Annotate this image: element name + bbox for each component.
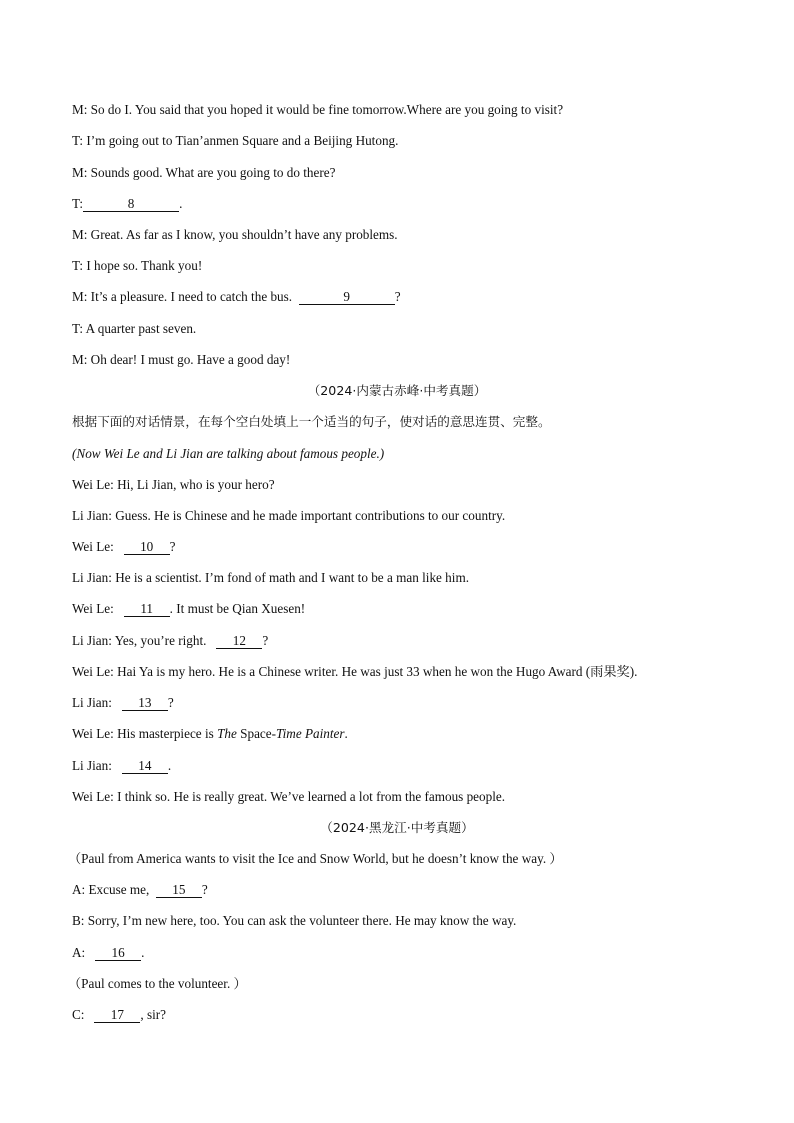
book-title: Space- bbox=[236, 726, 277, 741]
answer-blank-13[interactable]: 13 bbox=[122, 695, 168, 711]
dialogue-line-blank-9 bbox=[72, 288, 724, 306]
dialogue-line-blank-17 bbox=[72, 1006, 724, 1024]
dialogue-line: Li Jian: Guess. He is Chinese and he made important contributions to our country. bbox=[72, 508, 506, 523]
source-label: （2024·内蒙古赤峰·中考真题） bbox=[307, 383, 487, 398]
dialogue-line: Wei Le: I think so. He is really great. We’ve learned a lot from the famous people. bbox=[72, 789, 506, 804]
context-text: （Paul from America wants to visit the Ice and Snow World, but he doesn’t know the way. ） bbox=[68, 851, 563, 866]
dialogue-line-blank-10 bbox=[72, 538, 724, 556]
speaker-label: Li Jian: bbox=[72, 695, 112, 710]
answer-blank-17[interactable]: 17 bbox=[94, 1007, 140, 1023]
dialogue-line-blank-13 bbox=[72, 694, 724, 712]
dialogue-line: M: Sounds good. What are you going to do there? bbox=[72, 165, 336, 180]
punctuation: ? bbox=[167, 695, 174, 710]
answer-blank-9[interactable]: 9 bbox=[299, 289, 395, 305]
punctuation: . bbox=[179, 196, 183, 211]
answer-blank-16[interactable]: 16 bbox=[95, 945, 141, 961]
speaker-label: Li Jian: bbox=[72, 758, 112, 773]
dialogue-line: Wei Le: Hai Ya is my hero. He is a Chinese writer. He was just 33 when he won the Hugo Award (雨果奖). bbox=[72, 664, 638, 679]
dialogue-line-blank-16 bbox=[72, 944, 724, 962]
punctuation: ? bbox=[394, 289, 401, 304]
dialogue-line: T: A quarter past seven. bbox=[72, 321, 197, 336]
answer-blank-14[interactable]: 14 bbox=[122, 758, 168, 774]
punctuation: ? bbox=[169, 539, 176, 554]
answer-blank-10[interactable]: 10 bbox=[124, 539, 170, 555]
dialogue-line-blank-11 bbox=[72, 600, 724, 618]
punctuation: . bbox=[167, 758, 172, 773]
dialogue-line: Li Jian: He is a scientist. I’m fond of math and I want to be a man like him. bbox=[72, 570, 469, 585]
punctuation: . bbox=[344, 726, 348, 741]
dialogue-line: T: I hope so. Thank you! bbox=[72, 258, 203, 273]
context-text: (Now Wei Le and Li Jian are talking about famous people.) bbox=[72, 446, 385, 461]
speaker-label: Wei Le: bbox=[72, 539, 114, 554]
punctuation: ? bbox=[201, 882, 208, 897]
context-text: （Paul comes to the volunteer. ） bbox=[68, 976, 247, 991]
dialogue-text: A: Excuse me, bbox=[72, 882, 150, 897]
speaker-label: A: bbox=[72, 945, 86, 960]
source-label: （2024·黑龙江·中考真题） bbox=[320, 820, 474, 835]
dialogue-text: M: It’s a pleasure. I need to catch the bus. bbox=[72, 289, 293, 304]
speaker-label: Wei Le: bbox=[72, 601, 114, 616]
dialogue-line-blank-15 bbox=[72, 881, 724, 899]
dialogue-text: . It must be Qian Xuesen! bbox=[169, 601, 306, 616]
dialogue-line: Wei Le: Hi, Li Jian, who is your hero? bbox=[72, 477, 275, 492]
dialogue-line: T: I’m going out to Tian’anmen Square and a Beijing Hutong. bbox=[72, 133, 399, 148]
speaker-label: T: bbox=[72, 196, 84, 211]
answer-blank-15[interactable]: 15 bbox=[156, 882, 202, 898]
punctuation: . bbox=[141, 945, 145, 960]
speaker-label: C: bbox=[72, 1007, 85, 1022]
answer-blank-11[interactable]: 11 bbox=[124, 601, 170, 617]
dialogue-line-blank-12 bbox=[72, 632, 724, 650]
dialogue-line: B: Sorry, I’m new here, too. You can ask the volunteer there. He may know the way. bbox=[72, 913, 517, 928]
book-title: Time Painter bbox=[276, 726, 345, 741]
answer-blank-8[interactable]: 8 bbox=[83, 196, 179, 212]
instruction-text: 根据下面的对话情景，在每个空白处填上一个适当的句子，使对话的意思连贯、完整。 bbox=[72, 414, 551, 429]
dialogue-text: , sir? bbox=[140, 1007, 166, 1022]
dialogue-line: M: So do I. You said that you hoped it would be fine tomorrow.Where are you going to visit? bbox=[72, 102, 564, 117]
dialogue-line bbox=[72, 725, 724, 743]
punctuation: ? bbox=[262, 633, 269, 648]
answer-blank-12[interactable]: 12 bbox=[216, 633, 262, 649]
dialogue-text: Li Jian: Yes, you’re right. bbox=[72, 633, 207, 648]
book-title: The bbox=[217, 726, 237, 741]
dialogue-line-blank-14 bbox=[72, 757, 724, 775]
dialogue-line: M: Oh dear! I must go. Have a good day! bbox=[72, 352, 291, 367]
dialogue-line-blank-8 bbox=[72, 195, 724, 213]
dialogue-text: Wei Le: His masterpiece is bbox=[72, 726, 218, 741]
dialogue-line: M: Great. As far as I know, you shouldn’t have any problems. bbox=[72, 227, 398, 242]
